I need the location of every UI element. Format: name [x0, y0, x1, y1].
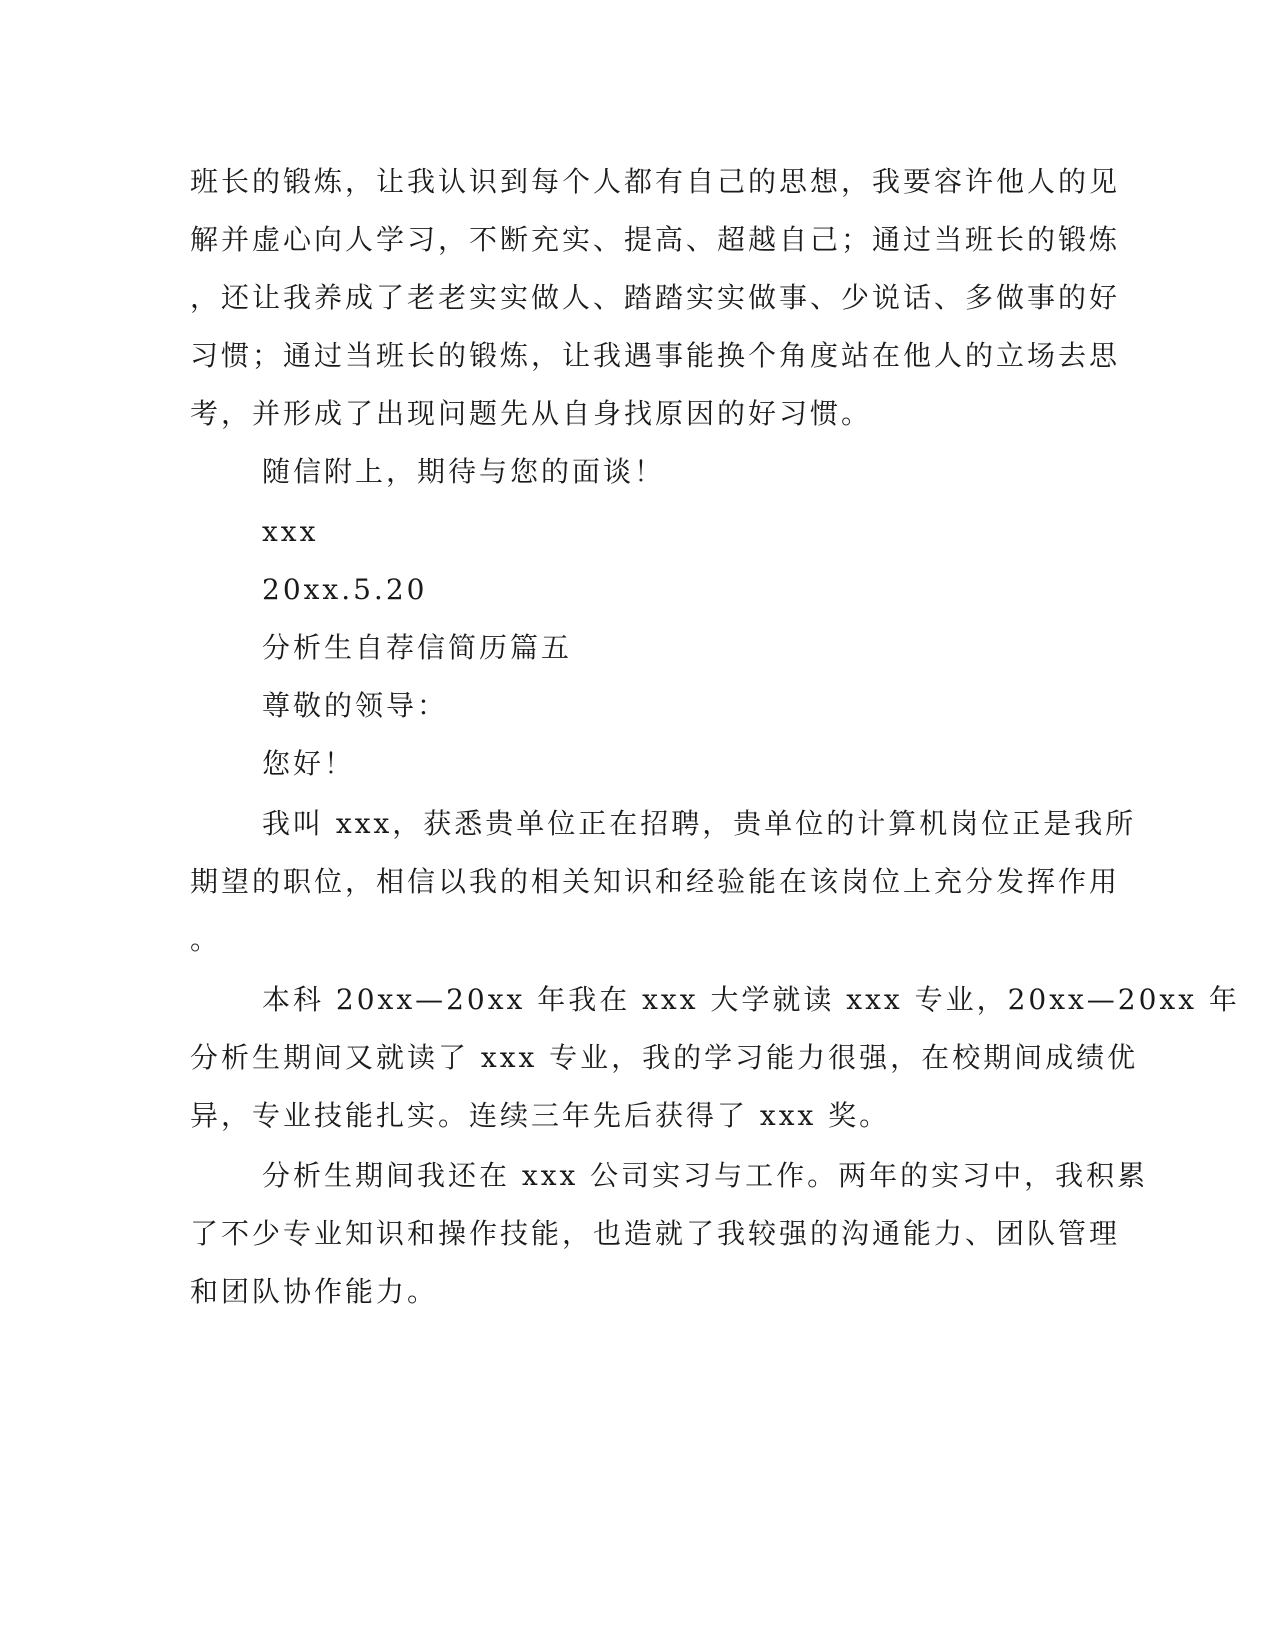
body-text-line: 分析生期间又就读了 xxx 专业，我的学习能力很强，在校期间成绩优 [190, 1041, 1139, 1074]
salutation: 尊敬的领导： [262, 689, 449, 722]
body-text-line: 。 [190, 923, 222, 956]
body-text-line: 习惯；通过当班长的锻炼，让我遇事能换个角度站在他人的立场去思 [190, 339, 1121, 372]
body-text-line: ，还让我养成了老老实实做人、踏踏实实做事、少说话、多做事的好 [190, 281, 1121, 314]
body-text-line: 和团队协作能力。 [190, 1275, 439, 1308]
signature-date: 20xx.5.20 [262, 573, 428, 606]
section-heading: 分析生自荐信简历篇五 [262, 631, 573, 664]
body-text-line: 异，专业技能扎实。连续三年先后获得了 xxx 奖。 [190, 1099, 891, 1132]
closing-line: 随信附上，期待与您的面谈！ [262, 455, 666, 488]
body-text-line: 解并虚心向人学习，不断充实、提高、超越自己；通过当班长的锻炼 [190, 223, 1121, 256]
body-text-line: 班长的锻炼，让我认识到每个人都有自己的思想，我要容许他人的见 [190, 165, 1121, 198]
body-text-line: 考，并形成了出现问题先从自身找原因的好习惯。 [190, 397, 873, 430]
body-text-line: 了不少专业知识和操作技能，也造就了我较强的沟通能力、团队管理 [190, 1217, 1121, 1250]
body-text-line: 期望的职位，相信以我的相关知识和经验能在该岗位上充分发挥作用 [190, 865, 1121, 898]
signature-name: xxx [262, 515, 319, 548]
body-text-line: 本科 20xx—20xx 年我在 xxx 大学就读 xxx 专业，20xx—20xx 年 [262, 983, 1240, 1016]
greeting: 您好！ [262, 747, 356, 780]
body-text-line: 分析生期间我还在 xxx 公司实习与工作。两年的实习中，我积累 [262, 1159, 1149, 1192]
body-text-line: 我叫 xxx，获悉贵单位正在招聘，贵单位的计算机岗位正是我所 [262, 807, 1137, 840]
